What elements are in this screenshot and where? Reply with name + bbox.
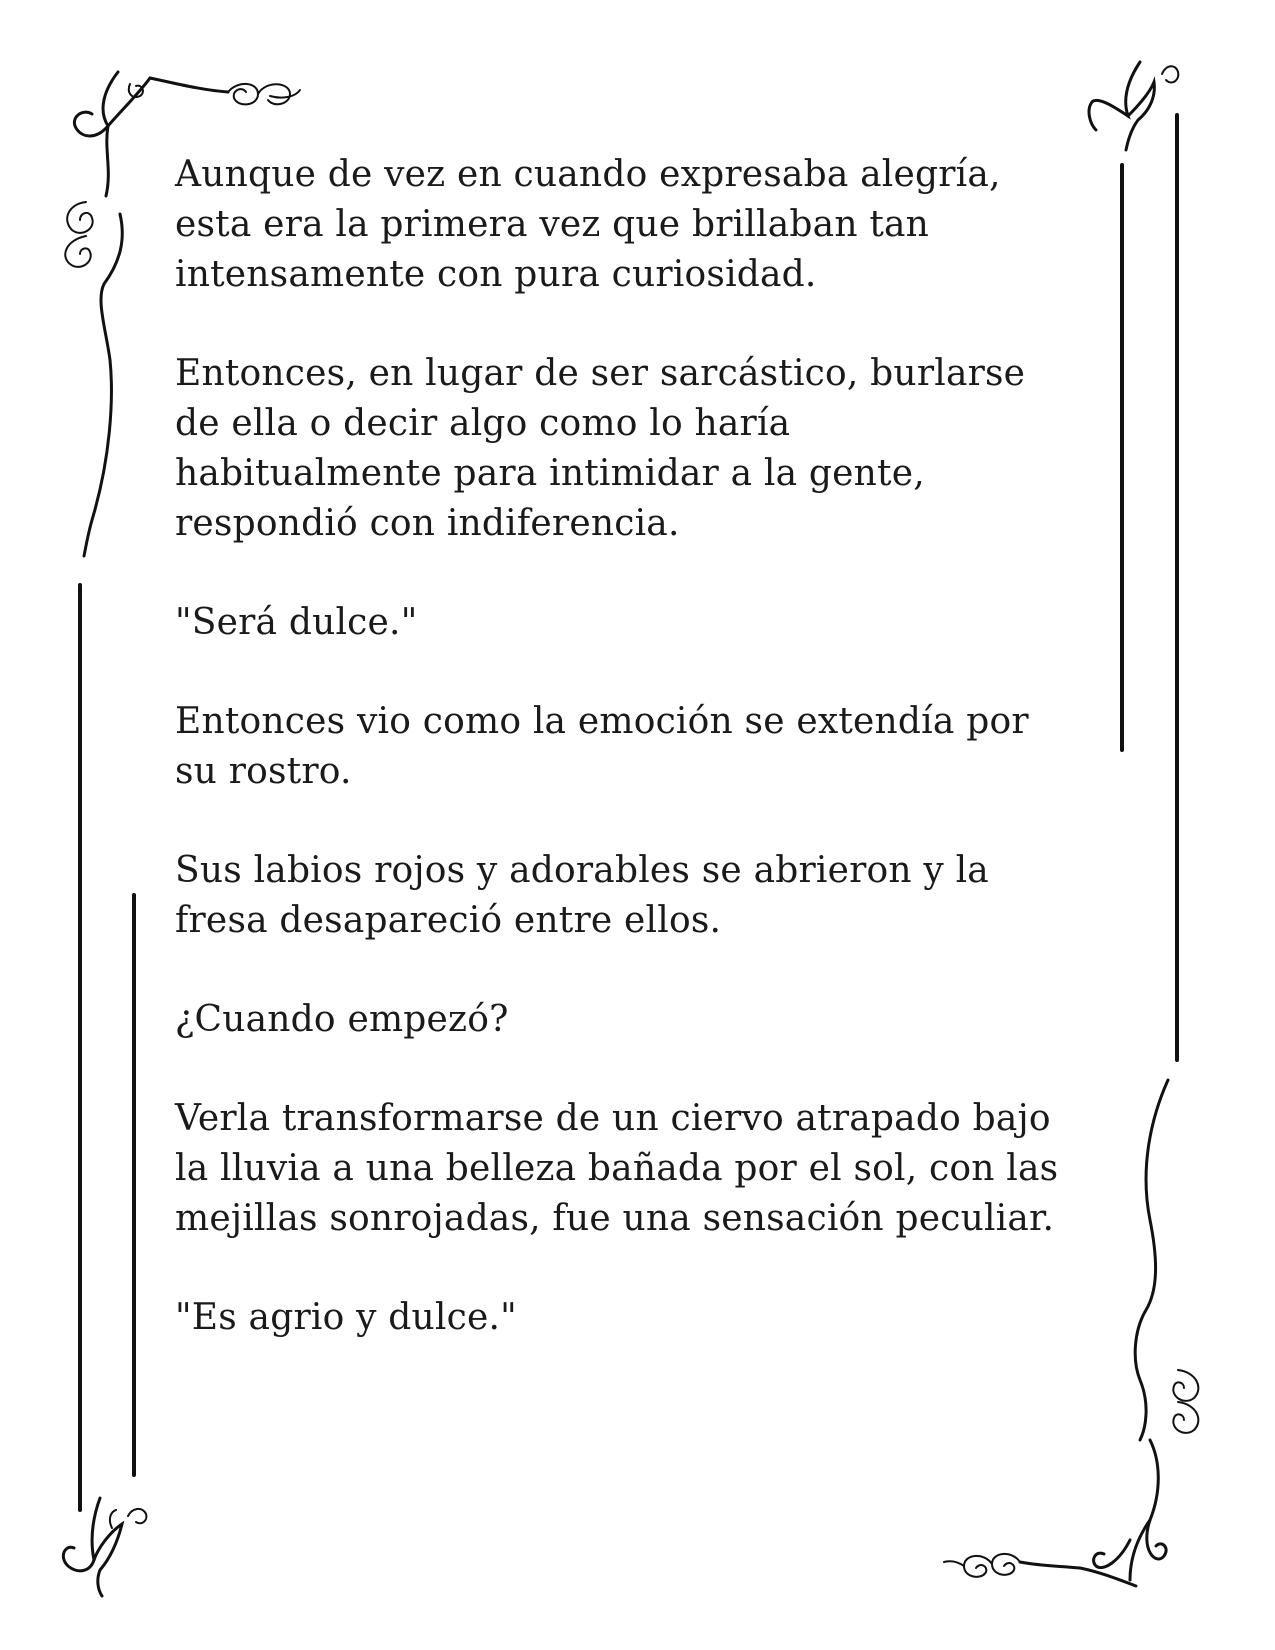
text-line: esta era la primera vez que brillaban tan [175, 204, 930, 245]
text-line: ¿Cuando empezó? [175, 999, 509, 1040]
text-line: Entonces vio como la emoción se extendía por [175, 701, 1029, 742]
text-line: "Es agrio y dulce." [175, 1297, 517, 1338]
paragraph-5 [175, 846, 1105, 946]
paragraph-8-dialogue [175, 1293, 1105, 1343]
text-line: respondió con indiferencia. [175, 503, 680, 544]
paragraph-1 [175, 150, 1105, 300]
text-line: "Será dulce." [175, 602, 418, 643]
bottom-left-flourish [63, 1498, 146, 1596]
text-line: mejillas sonrojadas, fue una sensación peculiar. [175, 1198, 1055, 1239]
text-line: la lluvia a una belleza bañada por el sol, con las [175, 1148, 1059, 1189]
top-right-flourish [1089, 62, 1178, 150]
text-line: de ella o decir algo como lo haría [175, 403, 791, 444]
paragraph-4 [175, 697, 1105, 797]
paragraph-2 [175, 349, 1105, 549]
text-line: su rostro. [175, 751, 352, 792]
text-line: fresa desapareció entre ellos. [175, 900, 722, 941]
text-line: Entonces, en lugar de ser sarcástico, burlarse [175, 353, 1026, 394]
paragraph-6-question [175, 995, 1105, 1045]
paragraph-7 [175, 1094, 1105, 1244]
text-line: intensamente con pura curiosidad. [175, 254, 817, 295]
text-line: Aunque de vez en cuando expresaba alegría, [175, 154, 1001, 195]
text-line: Sus labios rojos y adorables se abrieron y la [175, 850, 989, 891]
text-line: habitualmente para intimidar a la gente, [175, 453, 925, 494]
text-line: Verla transformarse de un ciervo atrapado bajo [175, 1098, 1051, 1139]
story-text [175, 150, 1105, 1392]
paragraph-3-dialogue [175, 598, 1105, 648]
